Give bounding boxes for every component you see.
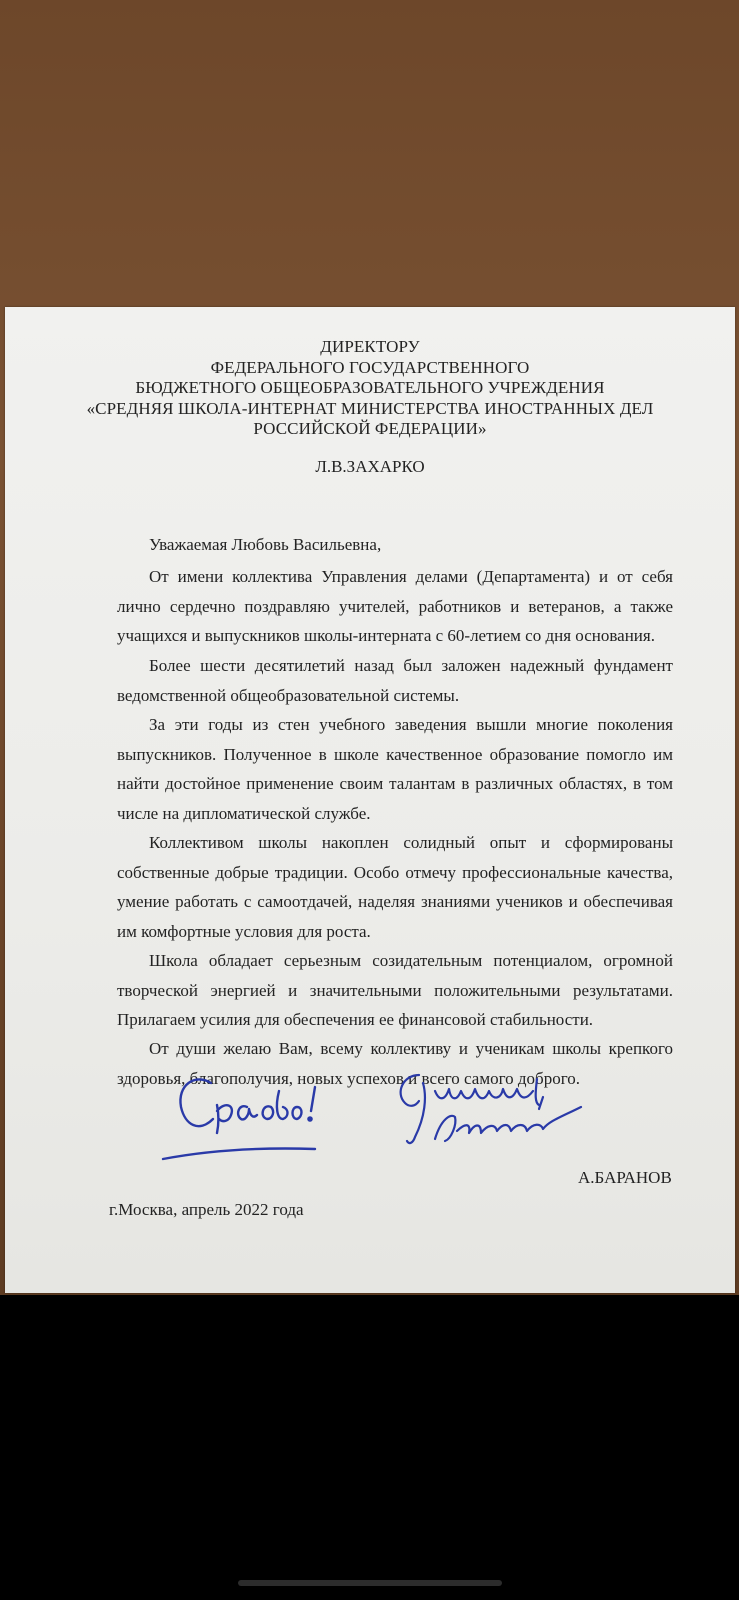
addressee-line: БЮДЖЕТНОГО ОБЩЕОБРАЗОВАТЕЛЬНОГО УЧРЕЖДЕНИЯ xyxy=(135,378,605,397)
paragraph-wishes: От души желаю Вам, всему коллективу и ученикам школы крепкого здоровья, благополучия, новых успехов и всего самого доброго. xyxy=(117,1039,673,1088)
paragraph-congratulations: От имени коллектива Управления делами (Департамента) и от себя лично сердечно поздравляю учителей, работников и ветеранов, а также учащихся и выпускников школы-интерната с 60-летием со дня основания. xyxy=(117,567,673,645)
signer-name: А.БАРАНОВ xyxy=(578,1168,672,1187)
handwritten-regards-signature xyxy=(385,1067,595,1162)
addressee-line: ФЕДЕРАЛЬНОГО ГОСУДАРСТВЕННОГО xyxy=(210,357,530,377)
addressee-line: ДИРЕКТОРУ xyxy=(320,337,420,356)
paragraph-potential: Школа обладает серьезным созидательным потенциалом, огромной творческой энергией и значительными положительными результатами. Прилагаем усилия для обеспечения ее финансовой стабильности. xyxy=(117,951,673,1029)
addressee-line: РОССИЙСКОЙ ФЕДЕРАЦИИ» xyxy=(253,419,487,438)
addressee-line: «СРЕДНЯЯ ШКОЛА-ИНТЕРНАТ МИНИСТЕРСТВА ИНОСТРАННЫХ ДЕЛ xyxy=(86,398,654,418)
letter-sheet xyxy=(5,307,735,1293)
greeting: Уважаемая Любовь Васильевна, xyxy=(149,535,382,554)
paragraph-history: Более шести десятилетий назад был заложен надежный фундамент ведомственной общеобразовательной системы. xyxy=(117,656,673,705)
paragraph-traditions: Коллективом школы накоплен солидный опыт и сформированы собственные добрые традиции. Особо отмечу профессиональные качества, умение работать с самоотдачей, наделяя знаниями учеников и обеспечивая им комфортные условия для роста. xyxy=(117,833,673,941)
handwritten-thanks-signature xyxy=(155,1067,325,1172)
paragraph-graduates: За эти годы из стен учебного заведения вышли многие поколения выпускников. Полученное в школе качественное образование помогло им найти достойное применение своим талантам в различных областях, в том числе на дипломатической службе. xyxy=(117,715,673,823)
home-indicator[interactable] xyxy=(238,1580,502,1586)
addressee-block xyxy=(5,337,735,440)
director-name: Л.В.ЗАХАРКО xyxy=(315,457,425,476)
place-date: г.Москва, апрель 2022 года xyxy=(109,1200,304,1219)
